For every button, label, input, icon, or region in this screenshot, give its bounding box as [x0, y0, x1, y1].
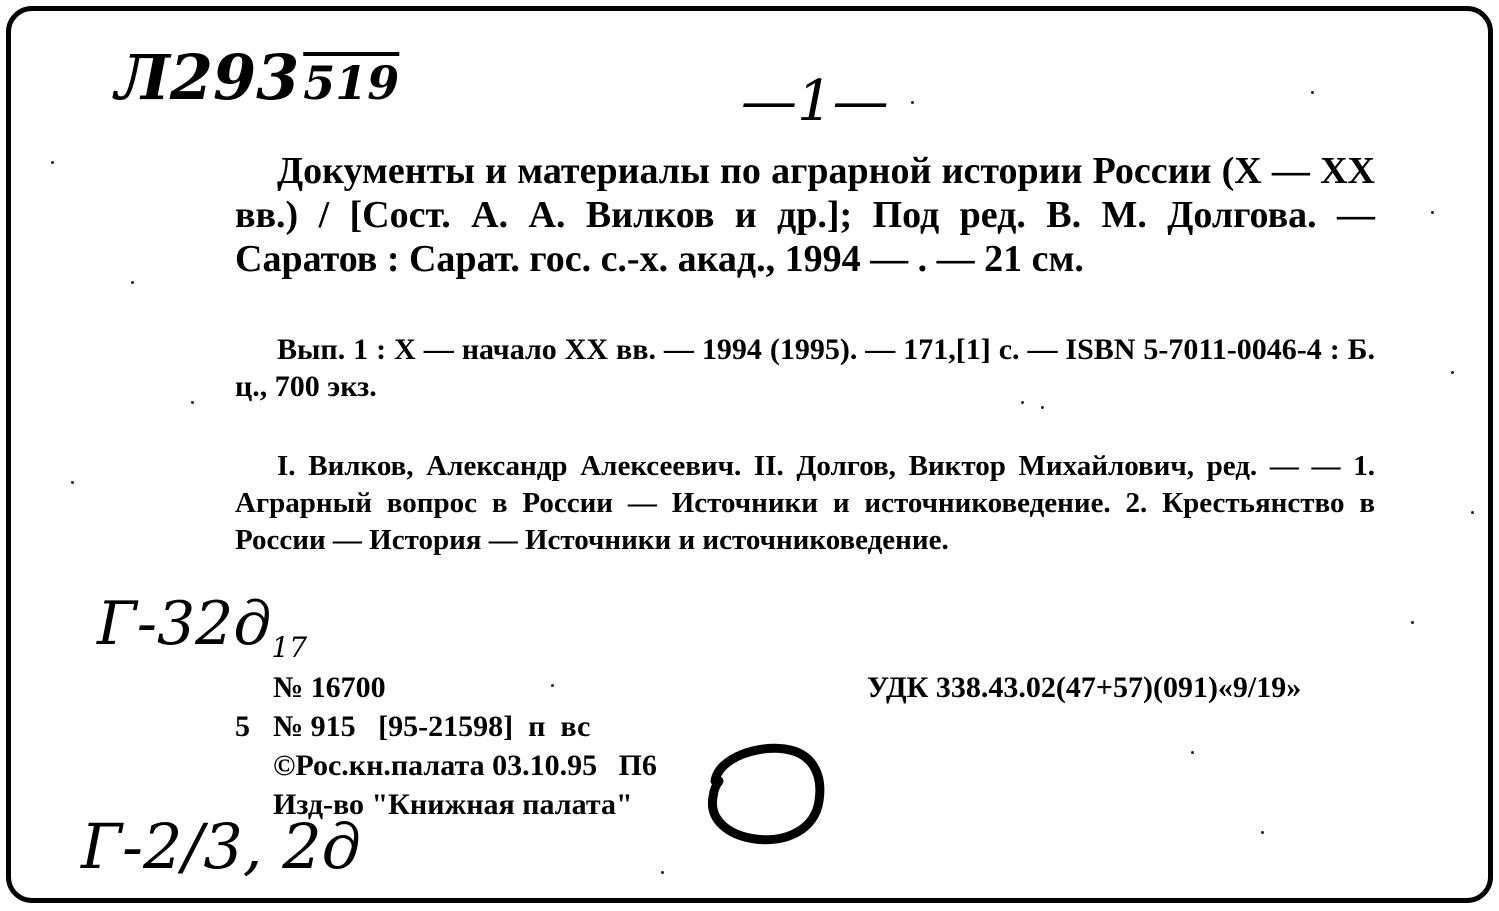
scan-speck	[551, 684, 554, 687]
order-line: № 915 [95-21598] п вс	[273, 710, 591, 743]
scan-speck	[1041, 406, 1044, 409]
scan-speck	[1471, 511, 1474, 514]
handwritten-page-mark: —1—	[741, 69, 889, 134]
udk-code: УДК 338.43.02(47+57)(091)«9/19»	[867, 671, 1302, 704]
order-prefix: 5	[235, 710, 250, 743]
copyright-line	[273, 747, 657, 784]
scan-speck	[1311, 91, 1314, 94]
title-block: Документы и материалы по аграрной истории России (X — XX вв.) / [Сост. А. А. Вилков и др.]; Под ред. В. М. Долгова. — Саратов : Сарат. гос. с.-х. акад., 1994 — . — 21 см.	[235, 150, 1375, 280]
scan-speck	[1451, 371, 1454, 374]
scan-speck	[131, 281, 134, 284]
scan-speck	[191, 401, 194, 404]
handwritten-shelf-code	[115, 43, 399, 118]
scan-speck	[1411, 621, 1414, 624]
copyright-text: ©Рос.кн.палата 03.10.95	[273, 749, 598, 782]
publisher-line: Изд-во "Книжная палата"	[273, 788, 633, 821]
handwritten-bottom-mark: Г-2/3, 2д	[81, 810, 361, 883]
scan-speck	[51, 161, 54, 164]
middle-mark-main: Г-32д	[97, 589, 272, 659]
record-number: № 16700	[273, 671, 386, 704]
scan-speck	[71, 481, 74, 484]
scan-speck	[1261, 831, 1264, 834]
scan-speck	[1191, 751, 1194, 754]
middle-mark-sub: 17	[271, 631, 308, 664]
copyright-tail: П6	[618, 749, 657, 782]
shelf-code-sub: 519	[303, 56, 400, 110]
subjects-block: I. Вилков, Александр Алексеевич. II. Долгов, Виктор Михайлович, ред. — — 1. Аграрный вопрос в России — Источники и источниковедение. 2. Крестьянство в России — История — Источники и источниковедение.	[235, 450, 1375, 556]
catalog-card	[6, 6, 1493, 903]
scan-speck	[1431, 211, 1434, 214]
scan-speck	[1021, 401, 1024, 404]
scan-speck	[911, 101, 914, 104]
scan-speck	[661, 871, 664, 874]
shelf-code-main: Л293	[115, 41, 300, 114]
volume-block: Вып. 1 : X — начало XX вв. — 1994 (1995). — 171,[1] с. — ISBN 5-7011-0046-4 : Б. ц., 700 экз.	[235, 333, 1375, 403]
hand-drawn-circle	[701, 739, 831, 851]
